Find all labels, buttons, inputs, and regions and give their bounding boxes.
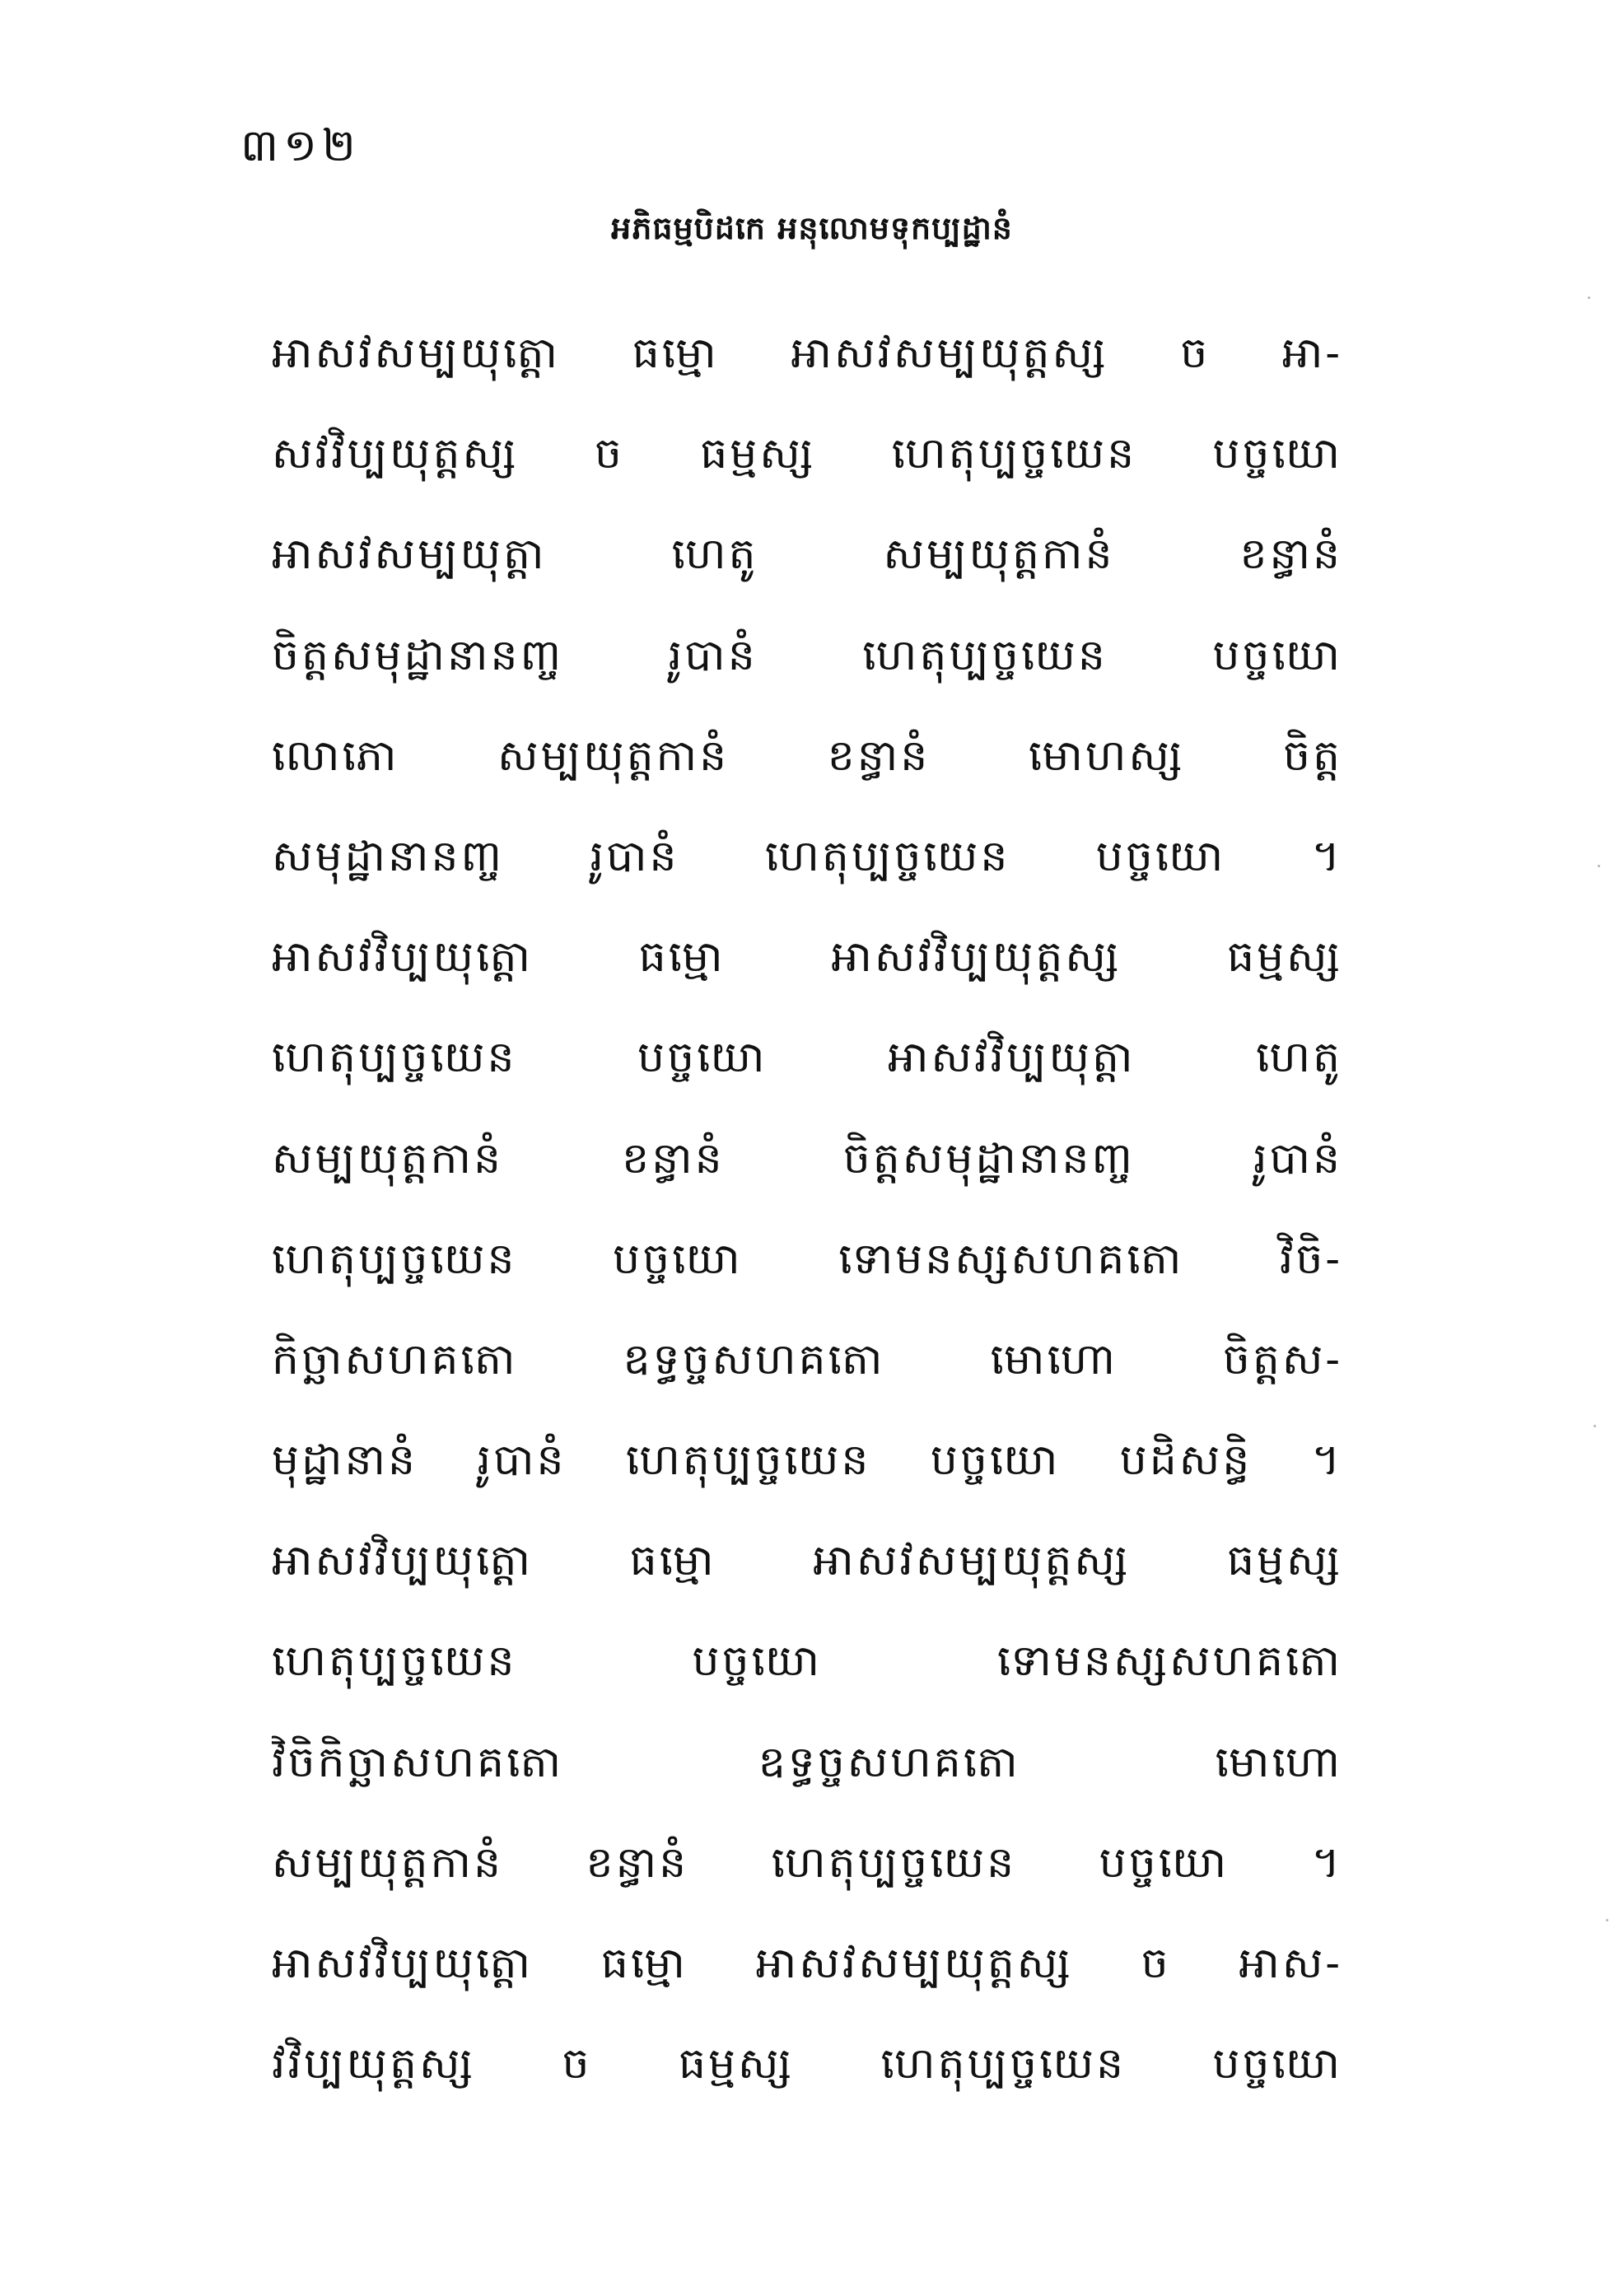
text-line: អាសវវិប្បយុត្តោ ធម្មោ អាសវសម្បយុត្តស្ស ធម្មស្ស — [272, 1536, 1342, 1586]
scan-speck — [1588, 296, 1590, 299]
text-line: សមុដ្ឋានានញ្ច រូបានំ ហេតុប្បច្ចយេន បច្ចយោ ។ — [272, 831, 1342, 881]
text-line: សម្បយុត្តកានំ ខន្ធានំ ចិត្តសមុដ្ឋានានញ្ច រូបានំ — [272, 1133, 1342, 1184]
text-line: អាសវសម្បយុត្តា ហេតូ សម្បយុត្តកានំ ខន្ធានំ — [272, 530, 1342, 580]
running-title: អភិធម្មបិដកេ អនុលោមទុកប្បដ្ឋានំ — [611, 210, 1013, 246]
text-line: សម្បយុត្តកានំ ខន្ធានំ ហេតុប្បច្ចយេន បច្ចយោ ។ — [272, 1837, 1342, 1888]
text-line: វិចិកិច្ឆាសហគតោ ឧទ្ធច្ចសហគតោ មោហោ — [272, 1737, 1342, 1787]
text-line: ហេតុប្បច្ចយេន បច្ចយោ ទោមនស្សសហគតោ វិចិ- — [272, 1234, 1342, 1284]
text-line: សវវិប្បយុត្តស្ស ច ធម្មស្ស ហេតុប្បច្ចយេន បច្ចយោ — [272, 429, 1342, 479]
text-line: ហេតុប្បច្ចយេន បច្ចយោ ទោមនស្សសហគតោ — [272, 1636, 1342, 1687]
text-line: ចិត្តសមុដ្ឋានានញ្ច រូបានំ ហេតុប្បច្ចយេន បច្ចយោ — [272, 630, 1342, 680]
text-line: វវិប្បយុត្តស្ស ច ធម្មស្ស ហេតុប្បច្ចយេន បច្ចយោ — [272, 2039, 1342, 2089]
text-line: មុដ្ឋានានំ រូបានំ ហេតុប្បច្ចយេន បច្ចយោ បដិសន្ធិ ។ — [272, 1436, 1342, 1486]
scan-speck — [1594, 1425, 1596, 1427]
body-text — [272, 303, 1342, 2114]
page-number: ៣១២ — [240, 119, 361, 171]
text-line: លោភោ សម្បយុត្តកានំ ខន្ធានំ មោហស្ស ចិត្ត — [272, 731, 1342, 781]
text-line: ហេតុប្បច្ចយេន បច្ចយោ អាសវវិប្បយុត្តា ហេតូ — [272, 1033, 1342, 1083]
text-line: អាសវសម្បយុត្តោ ធម្មោ អាសវសម្បយុត្តស្ស ច អា- — [272, 329, 1342, 378]
text-line: អាសវវិប្បយុត្តោ ធម្មោ អាសវវិប្បយុត្តស្ស ធម្មស្ស — [272, 932, 1342, 983]
scan-speck — [1606, 1919, 1608, 1921]
scan-speck — [1598, 865, 1600, 867]
text-line: កិច្ឆាសហគតោ ឧទ្ធច្ចសហគតោ មោហោ ចិត្តស- — [272, 1334, 1342, 1384]
text-line: អាសវវិប្បយុត្តោ ធម្មោ អាសវសម្បយុត្តស្ស ច អាស- — [272, 1939, 1342, 1988]
